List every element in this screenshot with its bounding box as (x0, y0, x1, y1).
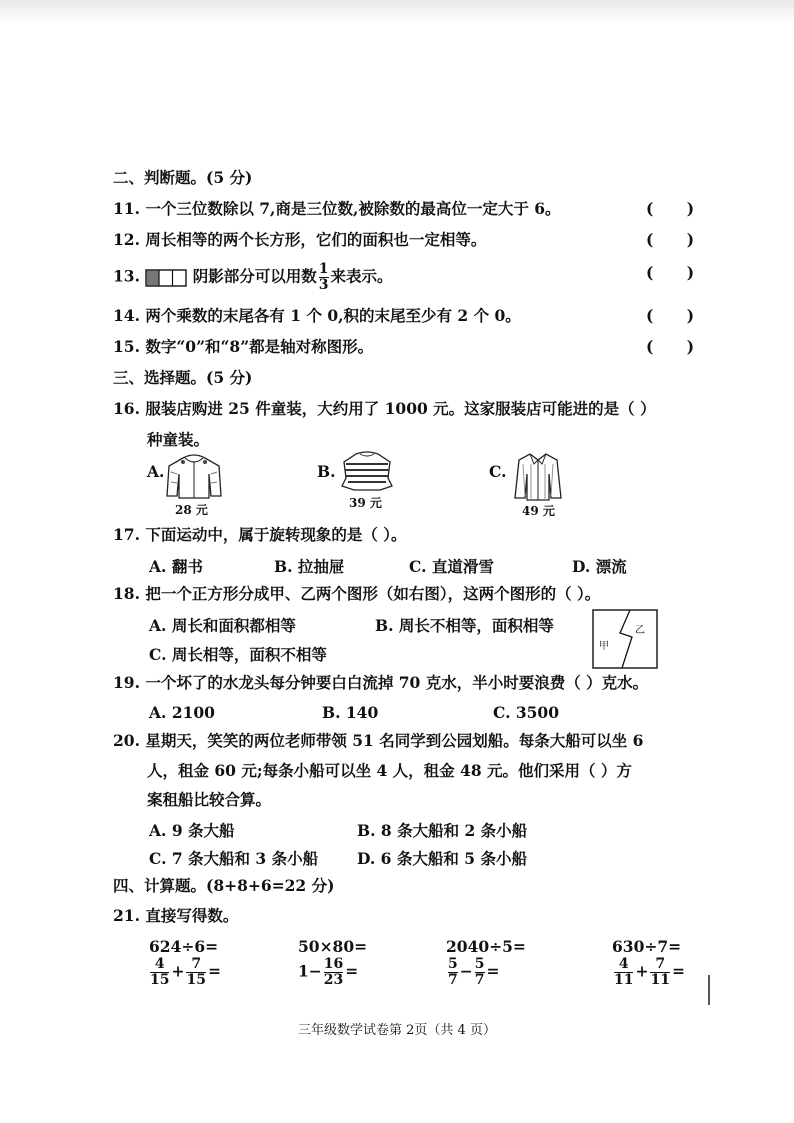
option-d[interactable]: D. 漂流 (572, 557, 627, 576)
option-b-label[interactable]: B. (317, 462, 336, 481)
question-21: 21. 直接写得数。 (113, 906, 239, 925)
option-b[interactable]: B. 140 (322, 703, 379, 722)
shirt-icon (513, 450, 563, 502)
option-b[interactable]: B. 周长不相等，面积相等 (375, 616, 554, 635)
question-17: 17. 下面运动中，属于旋转现象的是（ ）。 (113, 525, 407, 544)
question-13: 13. 阴影部分可以用数 $\frac{1}{3}$ 来表示。 (113, 261, 393, 293)
question-19: 19. 一个坏了的水龙头每分钟要白白流掉 70 克水，半小时要浪费（ ）克水。 (113, 673, 649, 692)
section-title: 二、判断题。(5 分) (113, 168, 253, 187)
fraction-calc: 1− $\frac{16}{23}$ = (298, 956, 359, 988)
option-c[interactable]: C. 直道滑雪 (409, 557, 494, 576)
option-c[interactable]: C. 3500 (493, 703, 559, 722)
scan-shadow (0, 0, 794, 22)
figure-label-yi: 乙 (635, 625, 645, 636)
option-b[interactable]: B. 8 条大船和 2 条小船 (357, 821, 528, 840)
question-20: 20. 星期天，笑笑的两位老师带领 51 名同学到公园划船。每条大船可以坐 6 (113, 731, 644, 750)
sweater-icon (340, 450, 394, 494)
three-cell-rectangle-figure (145, 269, 187, 287)
question-18: 18. 把一个正方形分成甲、乙两个图形（如右图），这两个图形的（ ）。 (113, 584, 601, 603)
fraction: $\frac{1}{3}$ (318, 261, 329, 293)
question-14: 14. 两个乘数的末尾各有 1 个 0,积的末尾至少有 2 个 0。 (113, 306, 521, 325)
option-a[interactable]: A. 周长和面积都相等 (149, 616, 296, 635)
fraction-calc: $\frac{4}{15}$ + $\frac{7}{15}$ = (150, 956, 221, 988)
option-a[interactable]: A. 翻书 (149, 557, 203, 576)
price-label: 49 元 (522, 504, 555, 518)
answer-paren[interactable]: ( ) (646, 306, 709, 325)
question-12: 12. 周长相等的两个长方形，它们的面积也一定相等。 (113, 230, 487, 249)
option-a-label[interactable]: A. (147, 462, 165, 481)
price-label: 28 元 (175, 503, 208, 517)
calc-item: 50×80= (298, 937, 368, 956)
calc-item: 630÷7= (612, 937, 682, 956)
question-20-line3: 案租船比较合算。 (147, 790, 272, 809)
section-title: 四、计算题。(8+8+6=22 分) (113, 876, 335, 895)
fraction-calc: $\frac{4}{11}$ + $\frac{7}{11}$ = (614, 956, 685, 988)
question-11: 11. 一个三位数除以 7,商是三位数,被除数的最高位一定大于 6。 (113, 199, 561, 218)
question-20-line2: 人，租金 60 元;每条小船可以坐 4 人，租金 48 元。他们采用（ ）方 (147, 761, 632, 780)
option-a[interactable]: A. 9 条大船 (149, 821, 235, 840)
calc-item: 2040÷5= (446, 937, 526, 956)
scan-mark (708, 975, 710, 1005)
question-16-cont: 种童装。 (147, 430, 210, 449)
fraction-calc: $\frac{5}{7}$ − $\frac{5}{7}$ = (448, 956, 500, 988)
coat-icon (163, 452, 225, 500)
question-15: 15. 数字“0”和“8”都是轴对称图形。 (113, 337, 374, 356)
answer-paren[interactable]: ( ) (646, 337, 709, 356)
option-c[interactable]: C. 周长相等，面积不相等 (149, 645, 327, 664)
option-d[interactable]: D. 6 条大船和 5 条小船 (357, 849, 527, 868)
answer-paren[interactable]: ( ) (646, 199, 709, 218)
price-label: 39 元 (349, 496, 382, 510)
option-c-label[interactable]: C. (489, 462, 507, 481)
section-title: 三、选择题。(5 分) (113, 368, 253, 387)
answer-paren[interactable]: ( ) (646, 263, 709, 282)
option-c[interactable]: C. 7 条大船和 3 条小船 (149, 849, 319, 868)
answer-paren[interactable]: ( ) (646, 230, 709, 249)
page-footer: 三年级数学试卷第 2页（共 4 页） (298, 1023, 496, 1038)
option-a[interactable]: A. 2100 (149, 703, 215, 722)
question-16: 16. 服装店购进 25 件童装，大约用了 1000 元。这家服装店可能进的是（ ） (113, 399, 656, 418)
calc-item: 624÷6= (149, 937, 219, 956)
option-b[interactable]: B. 拉抽屉 (274, 557, 345, 576)
figure-label-jia: 甲 (599, 641, 609, 652)
square-split-figure (592, 609, 658, 669)
